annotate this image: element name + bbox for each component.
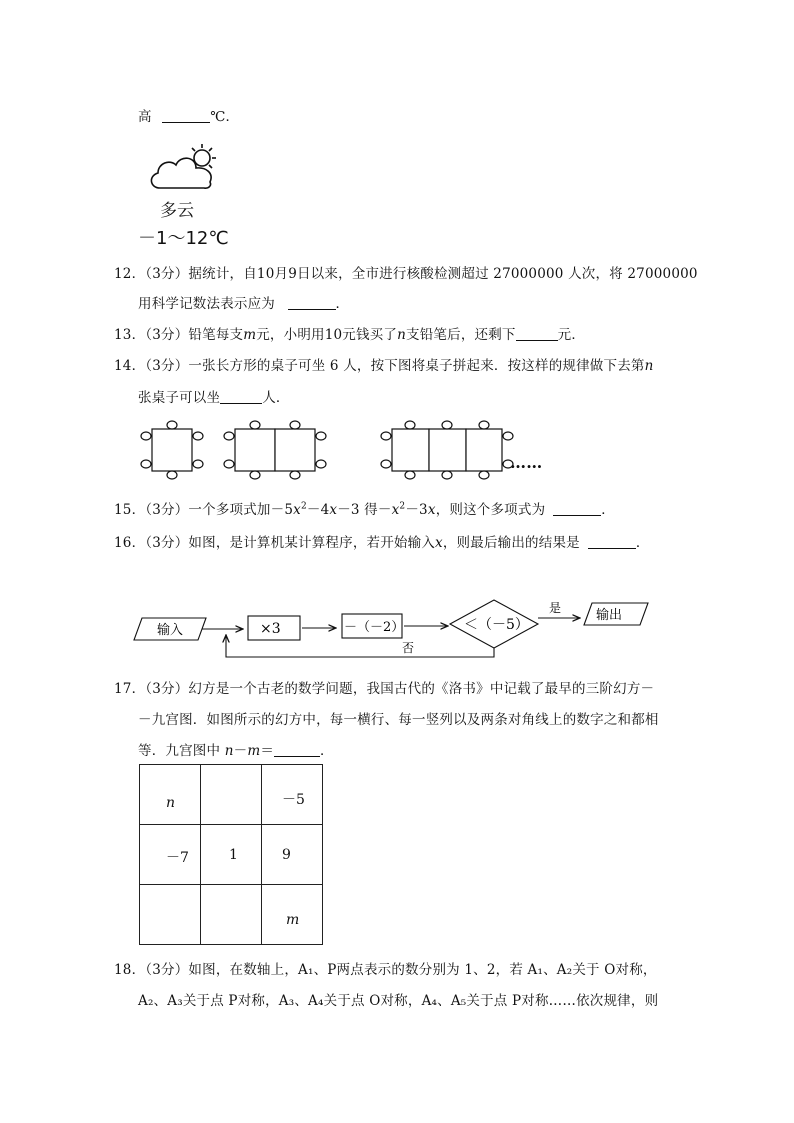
q14-line2 xyxy=(138,386,290,406)
grid-row xyxy=(140,885,323,945)
q18-line2: A₂、A₃关于点 P对称，A₃、A₄关于点 O对称，A₄、A₅关于点 P对称……依次规律，则 xyxy=(138,993,659,1009)
q17-expr-op: － xyxy=(233,743,248,759)
q13-mid1: 元，小明用10元钱买了 xyxy=(256,327,398,343)
q16-answer-blank[interactable] xyxy=(588,534,636,549)
q17-answer-blank[interactable] xyxy=(274,742,320,757)
weather-range: －1～12℃ xyxy=(138,228,229,249)
grid-cell-n: n xyxy=(166,795,176,811)
grid-cell-neg5: －5 xyxy=(282,792,305,808)
q14-line1 xyxy=(114,354,654,374)
q16-line xyxy=(114,531,650,551)
q16-mid: ，则最后输出的结果是 xyxy=(442,535,580,551)
q15-x3: x xyxy=(391,502,400,518)
q15-x2: x xyxy=(329,502,338,518)
q15-x1: x xyxy=(293,502,301,518)
q17-expr-n: n xyxy=(224,743,234,759)
q17-line3-pre: 等．九宫图中 xyxy=(138,743,221,759)
q12-line1: 12．（3分）据统计，自10月9日以来，全市进行核酸检测超过 27000000 人次，将 27000000 xyxy=(114,266,698,282)
q11-line xyxy=(138,105,239,125)
q18-line1: 18．（3分）如图，在数轴上，A₁、P两点表示的数分别为 1、2，若 A₁、A₂关于 O对称， xyxy=(114,962,657,978)
q15-answer-blank[interactable] xyxy=(553,501,601,516)
q15-end: ． xyxy=(601,502,615,518)
q11-answer-blank[interactable] xyxy=(162,108,210,123)
q12-line2 xyxy=(138,292,349,312)
flow-output-text: 输出 xyxy=(596,608,623,623)
q15-line xyxy=(114,498,615,518)
q16-pre: 16．（3分）如图，是计算机某计算程序，若开始输入 xyxy=(114,535,436,551)
flow-no-text: 否 xyxy=(402,641,415,655)
grid-row xyxy=(140,765,323,825)
weather-label: 多云 xyxy=(160,201,194,221)
flow-times-text: ×3 xyxy=(260,621,281,637)
grid-cell xyxy=(201,825,262,885)
flow-minus-text: －（－2） xyxy=(344,620,405,635)
program-flowchart xyxy=(130,594,660,662)
q17-line2: －九宫图．如图所示的幻方中，每一横行、每一竖列以及两条对角线上的数字之和都相 xyxy=(138,712,659,728)
grid-cell-1: 1 xyxy=(229,847,238,863)
q13-var-m: m xyxy=(243,327,257,343)
grid-cell xyxy=(262,825,323,885)
q13-line xyxy=(114,323,585,343)
grid-cell xyxy=(201,885,262,945)
grid-cell-neg7: －7 xyxy=(166,850,189,866)
q17-expr-m: m xyxy=(247,743,261,759)
flow-yes-text: 是 xyxy=(549,601,562,615)
q15-exp1: 2 xyxy=(300,501,307,512)
q12-answer-blank[interactable] xyxy=(288,295,336,310)
q12-text: 用科学记数法表示应为 xyxy=(138,296,275,312)
q13-end: 元． xyxy=(557,327,586,343)
grid-cell xyxy=(262,885,323,945)
q15-mid1: －4 xyxy=(306,502,330,518)
grid-cell-9: 9 xyxy=(282,847,291,863)
q14-line2-text: 张桌子可以坐 xyxy=(138,390,221,406)
q14-answer-blank[interactable] xyxy=(220,389,262,404)
q14-end: 人． xyxy=(262,390,290,406)
q13-pre: 13．（3分）铅笔每支 xyxy=(114,327,244,343)
q12-end: ． xyxy=(335,296,350,312)
flow-compare-text: ＜（－5） xyxy=(464,617,529,633)
q17-eq: ＝ xyxy=(260,743,275,759)
magic-square-grid xyxy=(139,764,323,945)
q14-line1-text: 14．（3分）一张长方形的桌子可坐 6 人，按下图将桌子拼起来．按这样的规律做下去第 xyxy=(114,358,645,374)
q17-line3 xyxy=(138,739,334,759)
q13-answer-blank[interactable] xyxy=(516,326,558,341)
grid-cell xyxy=(201,765,262,825)
grid-cell xyxy=(140,825,201,885)
q16-var-x: x xyxy=(435,535,443,551)
q14-ellipsis: …… xyxy=(510,453,543,472)
grid-cell xyxy=(140,885,201,945)
grid-cell xyxy=(262,765,323,825)
q17-end: ． xyxy=(320,743,334,759)
q11-unit: ℃． xyxy=(210,109,240,125)
flow-input-text: 输入 xyxy=(157,623,184,638)
q15-mid4: ，则这个多项式为 xyxy=(435,502,546,518)
q14-var-n: n xyxy=(644,358,654,374)
q15-pre: 15．（3分）一个多项式加－5 xyxy=(114,502,294,518)
q16-end: ． xyxy=(635,535,650,551)
q15-mid3: －3 xyxy=(405,502,428,518)
q15-exp2: 2 xyxy=(399,501,406,512)
table-pattern-figure xyxy=(138,420,568,482)
q17-line1: 17．（3分）幻方是一个古老的数学问题，我国古代的《洛书》中记载了最早的三阶幻方－ xyxy=(114,681,655,697)
grid-cell xyxy=(140,765,201,825)
q13-mid2: 支铅笔后，还剩下 xyxy=(406,327,516,343)
cloud-sun-icon xyxy=(146,142,226,198)
q11-prefix: 高 xyxy=(138,109,152,125)
q15-mid2: －3 得－ xyxy=(337,502,392,518)
q15-x4: x xyxy=(427,502,436,518)
q13-var-n: n xyxy=(397,327,407,343)
grid-cell-m: m xyxy=(286,912,300,928)
grid-row xyxy=(140,825,323,885)
